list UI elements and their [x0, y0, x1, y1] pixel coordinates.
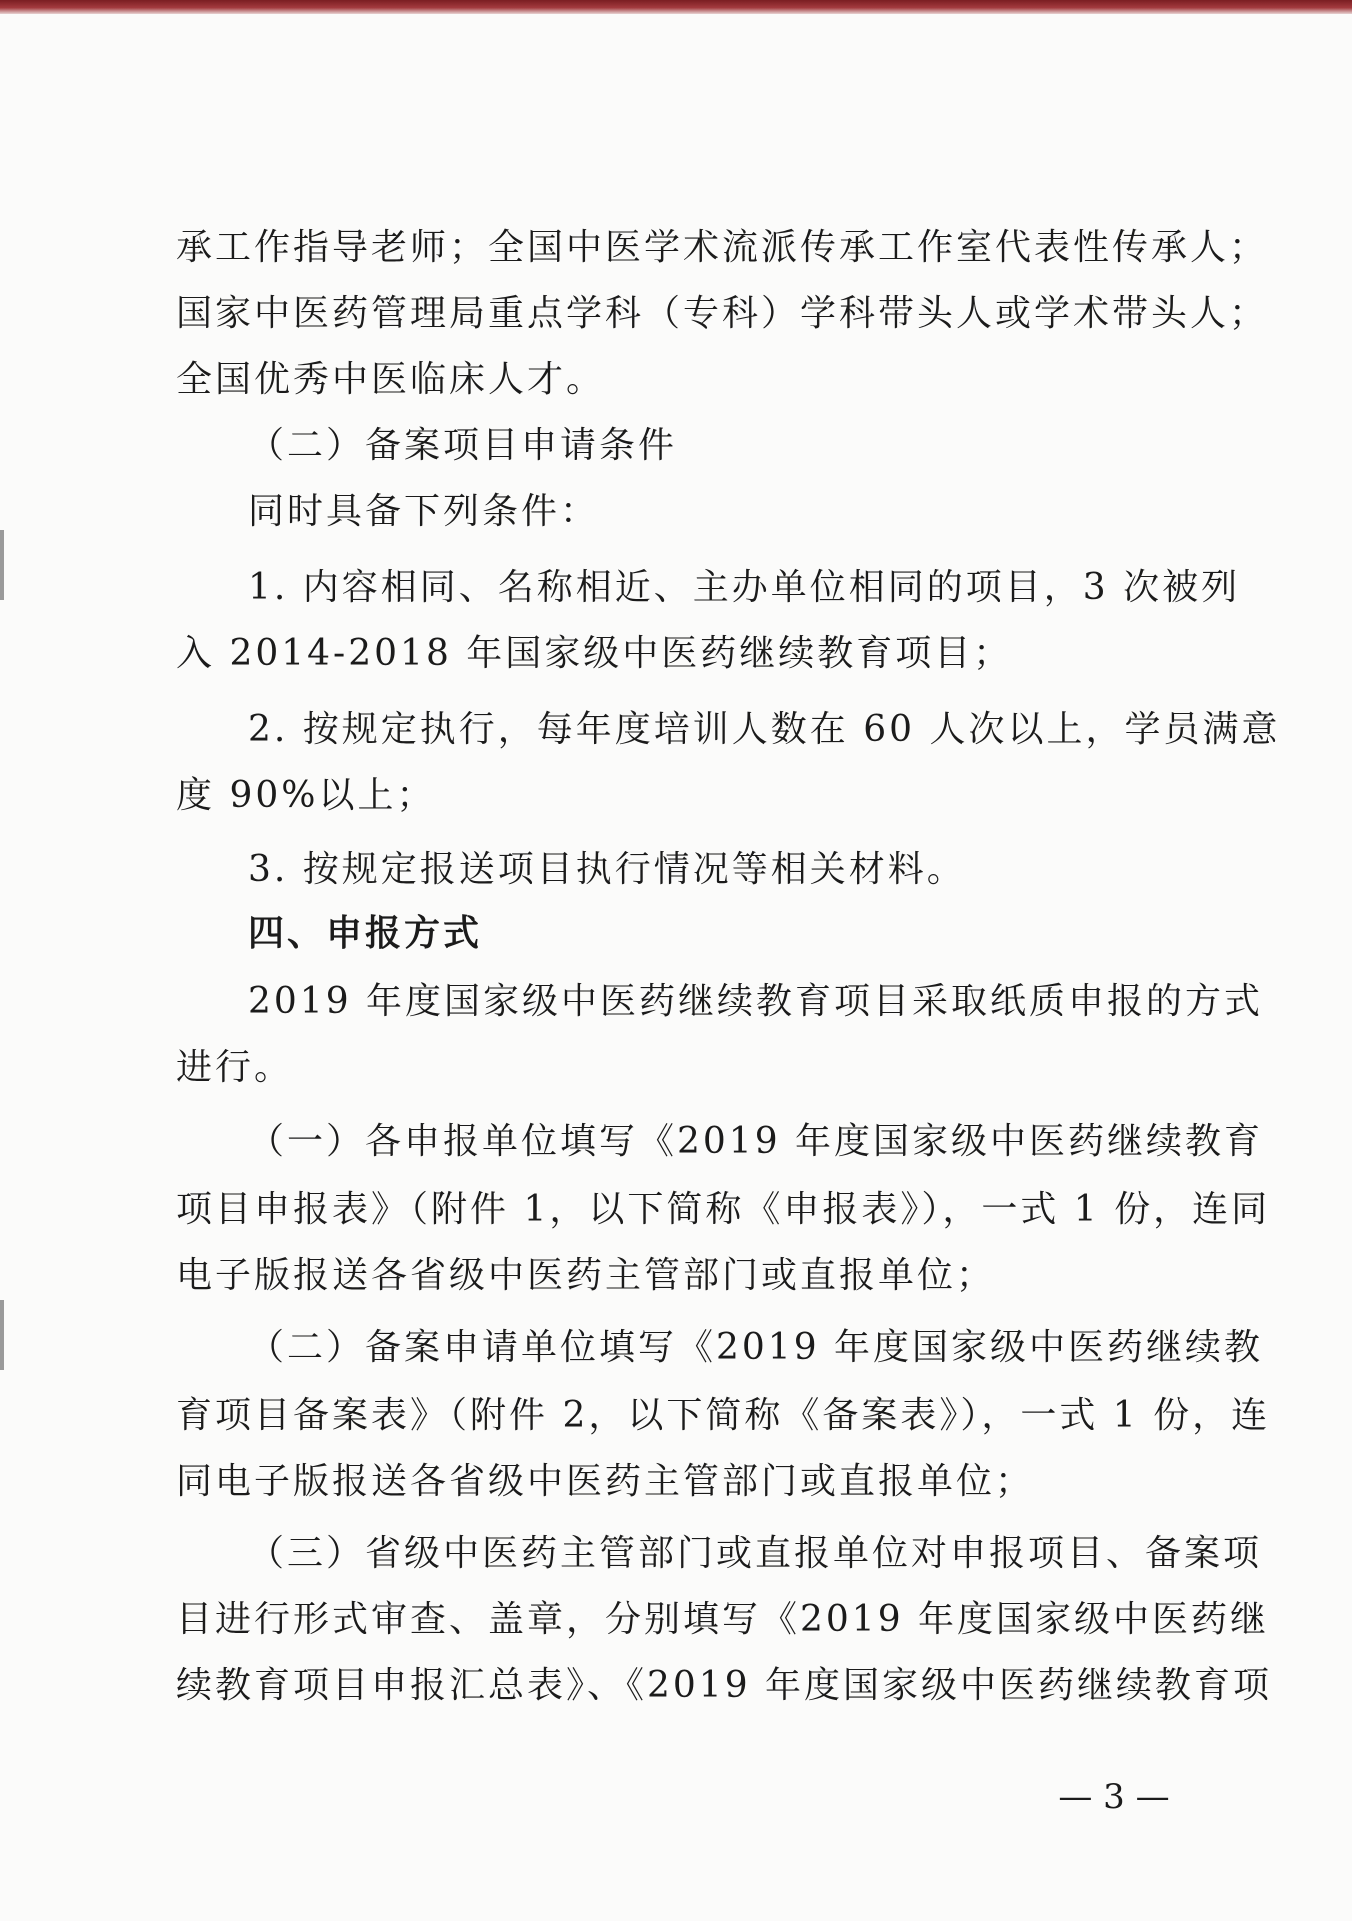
document-page: [176, 0, 1281, 1921]
body-line: （二）备案申请单位填写《2019 年度国家级中医药继续教: [248, 1327, 1264, 1368]
body-line: 电子版报送各省级中医药主管部门或直报单位；: [176, 1255, 996, 1296]
body-line: 度 90%以上；: [176, 775, 436, 816]
section-heading: 四、申报方式: [248, 913, 483, 954]
list-item: 2. 按规定执行，每年度培训人数在 60 人次以上，学员满意: [248, 709, 1281, 750]
body-line: 承工作指导老师；全国中医学术流派传承工作室代表性传承人；: [176, 227, 1269, 268]
body-line: 入 2014-2018 年国家级中医药继续教育项目；: [176, 633, 1013, 674]
body-line: 育项目备案表》（附件 2，以下简称《备案表》），一式 1 份，连: [176, 1395, 1271, 1436]
list-item: 3. 按规定报送项目执行情况等相关材料。: [248, 849, 966, 890]
body-line: 同时具备下列条件：: [248, 491, 600, 532]
body-line: （一）各申报单位填写《2019 年度国家级中医药继续教育: [248, 1121, 1264, 1162]
body-line: 续教育项目申报汇总表》、《2019 年度国家级中医药继续教育项: [176, 1665, 1273, 1706]
body-line: 全国优秀中医临床人才。: [176, 359, 606, 400]
scan-edge-mark: [0, 1300, 4, 1370]
body-line: 国家中医药管理局重点学科（专科）学科带头人或学术带头人；: [176, 293, 1269, 334]
body-line: 进行。: [176, 1047, 294, 1088]
body-line: 目进行形式审查、盖章，分别填写《2019 年度国家级中医药继: [176, 1599, 1270, 1640]
scan-edge-mark: [0, 530, 4, 600]
body-line: （三）省级中医药主管部门或直报单位对申报项目、备案项: [248, 1533, 1263, 1574]
subsection-heading: （二）备案项目申请条件: [248, 425, 678, 466]
body-line: 同电子版报送各省级中医药主管部门或直报单位；: [176, 1461, 1035, 1502]
list-item: 1. 内容相同、名称相近、主办单位相同的项目，3 次被列: [248, 567, 1241, 608]
body-line: 项目申报表》（附件 1，以下简称《申报表》），一式 1 份，连同: [176, 1189, 1271, 1230]
body-line: 2019 年度国家级中医药继续教育项目采取纸质申报的方式: [248, 981, 1264, 1022]
page-number: — 3 —: [1058, 1777, 1170, 1817]
